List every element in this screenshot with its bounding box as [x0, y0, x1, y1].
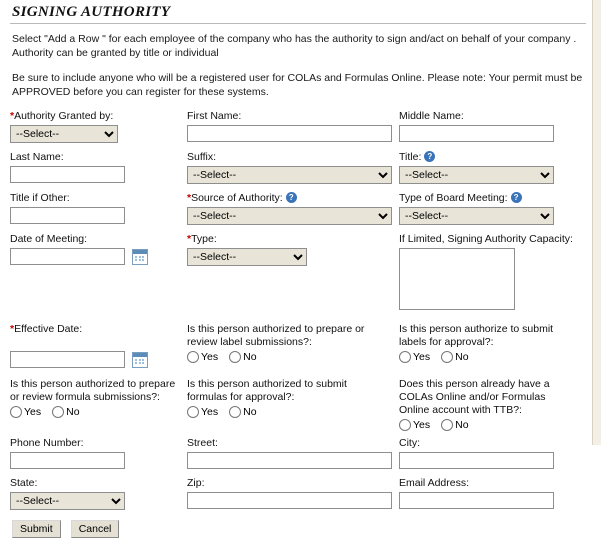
- email-address-input[interactable]: [399, 492, 554, 509]
- authorized-prepare-review-formula-radios: [10, 406, 177, 418]
- form-row-4: [10, 233, 586, 313]
- label-text: Type:: [191, 233, 217, 245]
- radio-no[interactable]: [441, 351, 468, 363]
- form-grid: [10, 110, 586, 510]
- last-name-input[interactable]: [10, 166, 125, 183]
- radio-no-input[interactable]: [229, 351, 241, 363]
- page-left-edge: [0, 0, 4, 445]
- row-spacer-5: [10, 368, 586, 378]
- label-email-address: Email Address:: [399, 477, 470, 489]
- field-street: [187, 437, 399, 469]
- radio-yes-label: Yes: [201, 351, 219, 363]
- title-if-other-input[interactable]: [10, 207, 125, 224]
- radio-yes[interactable]: [10, 406, 41, 418]
- label-suffix: Suffix:: [187, 151, 216, 163]
- radio-yes-label: Yes: [24, 406, 42, 418]
- required-marker: *: [10, 110, 15, 122]
- form-row-2: [10, 151, 586, 184]
- form-row-6: [10, 378, 586, 431]
- label-signing-authority-capacity: If Limited, Signing Authority Capacity:: [399, 233, 573, 245]
- page-right-scroll-gutter[interactable]: [592, 0, 601, 445]
- field-authorized-prepare-review-label: [187, 323, 399, 363]
- intro-paragraph-1: Select "Add a Row " for each employee of the company who has the authority to sign and/act on behalf of your company . Authority can be granted by title or individual: [12, 33, 577, 59]
- field-authorized-prepare-review-formula: [10, 378, 187, 418]
- radio-no-input[interactable]: [441, 351, 453, 363]
- label-authorized-prepare-review-label: Is this person authorized to prepare or review label submissions?:: [187, 323, 365, 348]
- effective-date-input[interactable]: [10, 351, 125, 368]
- label-effective-date: [10, 323, 177, 349]
- radio-no-label: No: [66, 406, 80, 418]
- required-marker: *: [187, 192, 192, 204]
- field-effective-date: [10, 323, 187, 368]
- signing-authority-capacity-textarea[interactable]: [399, 248, 515, 310]
- intro-text: [12, 32, 584, 99]
- form-row-8: [10, 477, 586, 510]
- row-spacer-1: [10, 143, 586, 151]
- field-already-have-account: [399, 378, 584, 431]
- label-date-of-meeting: Date of Meeting:: [10, 233, 88, 245]
- field-type-of-board-meeting: [399, 192, 584, 225]
- radio-no-label: No: [455, 351, 469, 363]
- row-spacer-4: [10, 313, 586, 323]
- field-first-name: [187, 110, 399, 142]
- required-marker: *: [10, 323, 15, 335]
- radio-yes-input[interactable]: [399, 419, 411, 431]
- label-already-have-account: Does this person already have a COLAs Online and/or Formulas Online account with TTB?:: [399, 378, 550, 416]
- label-phone-number: Phone Number:: [10, 437, 84, 449]
- radio-no-label: No: [243, 351, 257, 363]
- required-marker: *: [187, 233, 192, 245]
- source-of-authority-select[interactable]: [187, 207, 392, 225]
- form-row-7: [10, 437, 586, 469]
- form-actions: [12, 520, 584, 538]
- authorize-submit-labels-radios: [399, 351, 574, 363]
- date-of-meeting-row: [10, 248, 177, 265]
- suffix-select[interactable]: [187, 166, 392, 184]
- authorized-submit-formulas-radios: [187, 406, 389, 418]
- date-of-meeting-input[interactable]: [10, 248, 125, 265]
- field-source-of-authority: [187, 192, 399, 225]
- label-source-of-authority: [187, 192, 389, 205]
- radio-yes-input[interactable]: [187, 351, 199, 363]
- label-zip: Zip:: [187, 477, 205, 489]
- intro-paragraph-2: Be sure to include anyone who will be a registered user for COLAs and Formulas Online. Please note: Your permit must be APPROVED before you can register for these systems.: [12, 72, 583, 98]
- radio-no-label: No: [455, 419, 469, 431]
- label-last-name: Last Name:: [10, 151, 64, 163]
- field-phone-number: [10, 437, 187, 469]
- radio-no-input[interactable]: [52, 406, 64, 418]
- form-row-1: [10, 110, 586, 143]
- label-title-if-other: Title if Other:: [10, 192, 70, 204]
- middle-name-input[interactable]: [399, 125, 554, 142]
- radio-no[interactable]: [441, 419, 468, 431]
- radio-no[interactable]: [229, 351, 256, 363]
- field-title: [399, 151, 584, 184]
- row-spacer-7: [10, 469, 586, 477]
- radio-yes[interactable]: [187, 406, 218, 418]
- label-text: Effective Date:: [14, 323, 83, 335]
- first-name-input[interactable]: [187, 125, 392, 142]
- row-spacer-3: [10, 225, 586, 233]
- calendar-icon[interactable]: [132, 249, 148, 265]
- effective-date-row: [10, 351, 177, 368]
- radio-no[interactable]: [52, 406, 79, 418]
- label-first-name: First Name:: [187, 110, 242, 122]
- radio-no[interactable]: [229, 406, 256, 418]
- field-email-address: [399, 477, 584, 509]
- authority-granted-by-select[interactable]: [10, 125, 118, 143]
- label-state: State:: [10, 477, 38, 489]
- field-suffix: [187, 151, 399, 184]
- radio-no-input[interactable]: [441, 419, 453, 431]
- form-row-3: [10, 192, 586, 225]
- field-signing-authority-capacity: [399, 233, 584, 313]
- street-input[interactable]: [187, 452, 392, 469]
- label-authority-granted-by: [10, 110, 177, 123]
- city-input[interactable]: [399, 452, 554, 469]
- radio-yes-input[interactable]: [187, 406, 199, 418]
- label-title: [399, 151, 574, 164]
- radio-yes-input[interactable]: [399, 351, 411, 363]
- radio-no-label: No: [243, 406, 257, 418]
- submit-button[interactable]: Submit: [12, 520, 61, 538]
- field-state: [10, 477, 187, 510]
- radio-no-input[interactable]: [229, 406, 241, 418]
- radio-yes-input[interactable]: [10, 406, 22, 418]
- label-authorized-submit-formulas: Is this person authorized to submit formulas for approval?:: [187, 378, 347, 403]
- calendar-icon[interactable]: [132, 352, 148, 368]
- already-have-account-radios: [399, 419, 574, 431]
- authorized-prepare-review-label-radios: [187, 351, 389, 363]
- state-select[interactable]: [10, 492, 125, 510]
- field-title-if-other: [10, 192, 187, 224]
- field-authority-granted-by: [10, 110, 187, 143]
- cancel-button[interactable]: Cancel: [71, 520, 120, 538]
- help-icon[interactable]: ?: [511, 192, 522, 203]
- help-icon[interactable]: ?: [286, 192, 297, 203]
- type-of-board-meeting-select[interactable]: [399, 207, 554, 225]
- row-spacer-2: [10, 184, 586, 192]
- type-select[interactable]: [187, 248, 307, 266]
- label-street: Street:: [187, 437, 218, 449]
- label-type: [187, 233, 389, 246]
- phone-number-input[interactable]: [10, 452, 125, 469]
- label-type-of-board-meeting: [399, 192, 574, 205]
- form-content: [8, 0, 588, 538]
- field-type: [187, 233, 399, 266]
- label-text: Source of Authority:: [191, 192, 283, 204]
- radio-yes[interactable]: [399, 351, 430, 363]
- form-row-5: [10, 323, 586, 368]
- radio-yes[interactable]: [187, 351, 218, 363]
- title-select[interactable]: [399, 166, 554, 184]
- radio-yes-label: Yes: [413, 351, 431, 363]
- radio-yes[interactable]: [399, 419, 430, 431]
- label-middle-name: Middle Name:: [399, 110, 464, 122]
- field-authorized-submit-formulas: [187, 378, 399, 418]
- field-city: [399, 437, 584, 469]
- label-text: Title:: [399, 151, 422, 163]
- field-last-name: [10, 151, 187, 183]
- page-title: SIGNING AUTHORITY: [12, 4, 171, 20]
- radio-yes-label: Yes: [201, 406, 219, 418]
- label-city: City:: [399, 437, 420, 449]
- radio-yes-label: Yes: [413, 419, 431, 431]
- label-authorize-submit-labels: Is this person authorize to submit labels for approval?:: [399, 323, 554, 348]
- label-text: Authority Granted by:: [14, 110, 114, 122]
- field-zip: [187, 477, 399, 509]
- field-date-of-meeting: [10, 233, 187, 265]
- help-icon[interactable]: ?: [424, 151, 435, 162]
- label-authorized-prepare-review-formula: Is this person authorized to prepare or review formula submissions?:: [10, 378, 176, 403]
- zip-input[interactable]: [187, 492, 392, 509]
- label-text: Type of Board Meeting:: [399, 192, 508, 204]
- field-middle-name: [399, 110, 584, 142]
- title-divider: [10, 23, 586, 24]
- field-authorize-submit-labels: [399, 323, 584, 363]
